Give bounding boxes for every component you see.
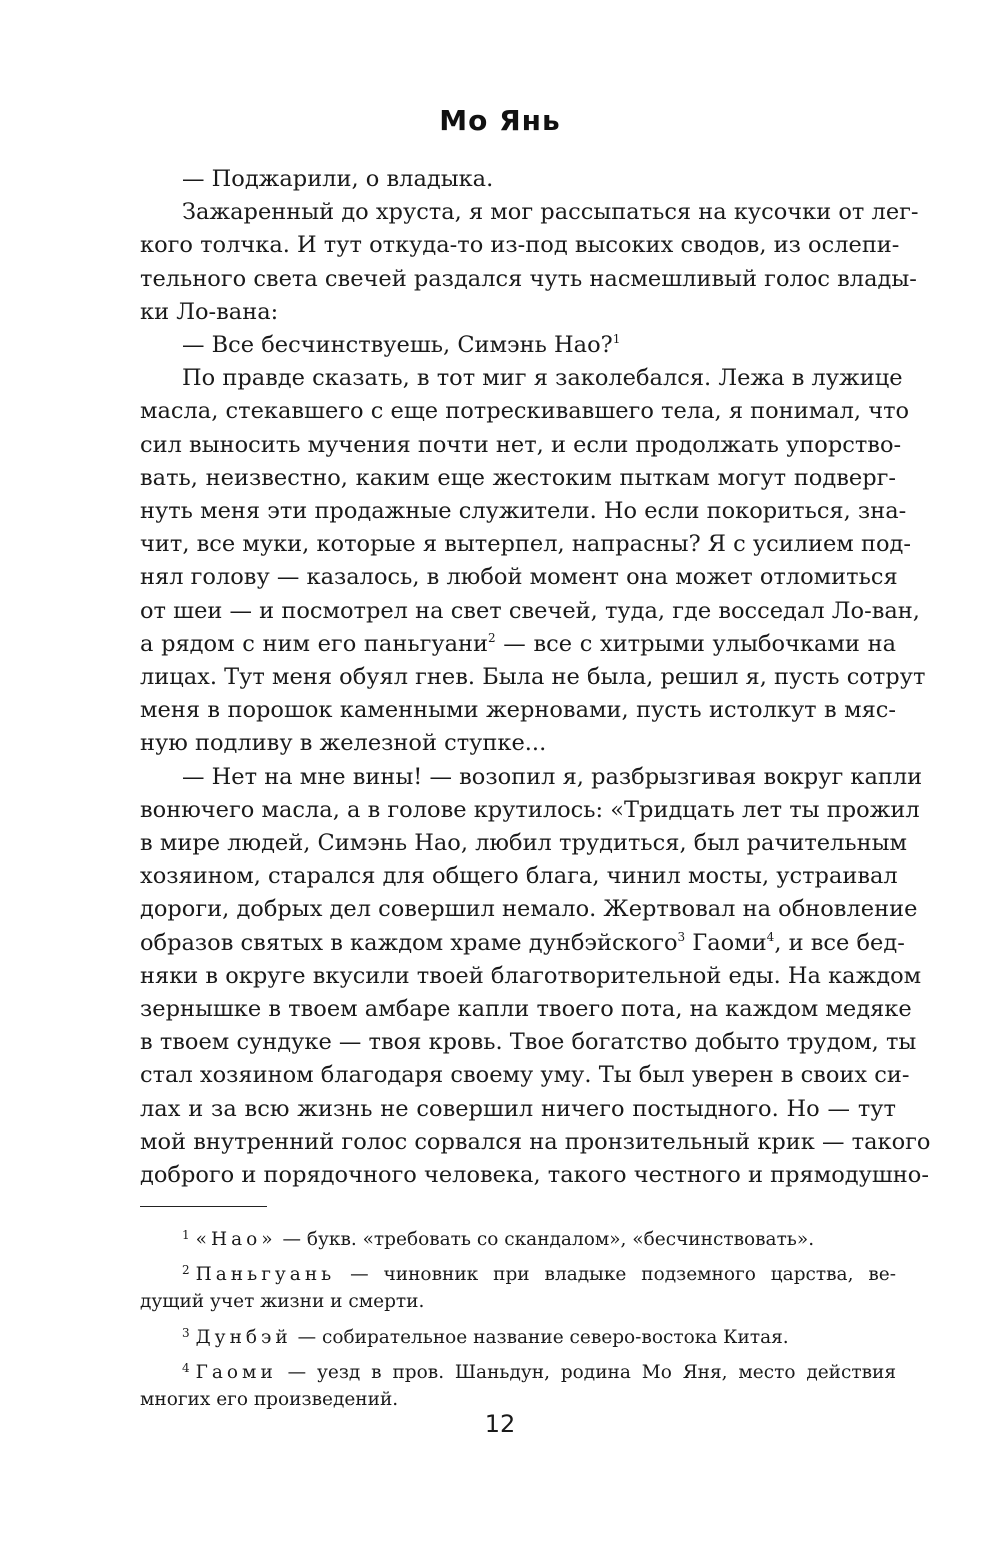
text-line: лицах. Тут меня обуял гнев. Была не была, решил я, пусть сотрут bbox=[140, 664, 926, 691]
footnote-term: «Нао» bbox=[195, 1229, 277, 1250]
text-line: а рядом с ним его паньгуани$^2$ — все с хитрыми улыбочками на bbox=[140, 630, 896, 657]
footnote-ref: 4 bbox=[766, 929, 775, 944]
text-line: доброго и порядочного человека, такого честного и прямодушно- bbox=[140, 1162, 929, 1189]
footnote-term: Гаоми bbox=[195, 1361, 277, 1383]
page-number: 12 bbox=[484, 1410, 516, 1438]
text-line: Зажаренный до хруста, я мог рассыпаться на кусочки от лег- bbox=[182, 199, 919, 226]
footnote-number: 3 bbox=[182, 1325, 190, 1340]
footnote-text: — букв. «требовать со скандалом», «бесчинствовать». bbox=[276, 1229, 815, 1250]
footnote-term: Дунбэй bbox=[195, 1326, 292, 1348]
footnote-number: 2 bbox=[182, 1263, 190, 1278]
text-line: няки в округе вкусили твоей благотворительной еды. На каждом bbox=[140, 962, 922, 989]
text-line: от шеи — и посмотрел на свет свечей, туда, где восседал Ло-ван, bbox=[140, 597, 920, 624]
text-line: в твоем сундуке — твоя кровь. Твое богатство добыто трудом, ты bbox=[140, 1029, 917, 1056]
text-line: лах и за всю жизнь не совершил ничего постыдного. Но — тут bbox=[140, 1095, 896, 1122]
text-line: — Нет на мне вины! — возопил я, разбрызгивая вокруг капли bbox=[182, 763, 923, 790]
text-line: меня в порошок каменными жерновами, пусть истолкут в мяс- bbox=[140, 697, 896, 724]
text-line: вать, неизвестно, каким еще жестоким пыткам могут подверг- bbox=[140, 464, 896, 491]
footnote-4 bbox=[140, 1355, 896, 1386]
footnote-text: — уезд в пров. Шаньдун, родина Мо Яня, место действия bbox=[276, 1361, 896, 1383]
text-line: нуть меня эти продажные служители. Но если покориться, зна- bbox=[140, 498, 907, 525]
text-line: чит, все муки, которые я вытерпел, напрасны? Я с усилием под- bbox=[140, 531, 911, 558]
footnote-2 bbox=[140, 1257, 896, 1288]
text-line: вонючего масла, а в голове крутилось: «Тридцать лет ты прожил bbox=[140, 796, 920, 823]
footnote-number: 1 bbox=[182, 1228, 190, 1242]
text-line: хозяином, старался для общего блага, чинил мосты, устраивал bbox=[140, 863, 898, 890]
text-line: — Все бесчинствуешь, Симэнь Нао?$^1$ bbox=[182, 332, 621, 359]
footnote-ref: 2 bbox=[488, 630, 496, 645]
footnotes bbox=[140, 1222, 896, 1413]
main-text bbox=[140, 163, 931, 1192]
footnote-text: — чиновник при владыке подземного царства, ве- bbox=[335, 1264, 896, 1286]
text-line: стал хозяином благодаря своему уму. Ты был уверен в своих си- bbox=[140, 1062, 910, 1089]
text-line: — Поджарили, о владыка. bbox=[182, 166, 494, 192]
text-line: дороги, добрых дел совершил немало. Жертвовал на обновление bbox=[140, 896, 918, 923]
text-line: зернышке в твоем амбаре капли твоего пота, на каждом медяке bbox=[140, 996, 912, 1023]
text-line: тельного света свечей раздался чуть насмешливый голос влады- bbox=[140, 265, 917, 292]
footnote-text: — собирательное название северо-востока Китая. bbox=[291, 1326, 789, 1348]
text-line: масла, стекавшего с еще потрескивавшего тела, я понимал, что bbox=[140, 398, 910, 425]
text-line: По правде сказать, в тот миг я заколебался. Лежа в лужице bbox=[182, 365, 903, 392]
footnote-number: 4 bbox=[182, 1360, 190, 1375]
footnote-ref: 1 bbox=[612, 332, 621, 347]
footnote-divider bbox=[140, 1206, 267, 1207]
footnote-ref: 3 bbox=[677, 929, 686, 944]
text-line: нял голову — казалось, в любой момент она может отломиться bbox=[140, 564, 898, 591]
footnote-term: Паньгуань bbox=[195, 1264, 336, 1286]
text-line: сил выносить мучения почти нет, и если продолжать упорство- bbox=[140, 431, 902, 458]
text-line: образов святых в каждом храме дунбэйского$^3$ Гаоми$^4$, и все бед- bbox=[140, 929, 905, 956]
footnote-4-cont: многих его произведений. bbox=[140, 1389, 399, 1411]
text-line: ки Ло-вана: bbox=[140, 298, 279, 325]
footnote-3 bbox=[140, 1320, 896, 1351]
text-line: кого толчка. И тут откуда-то из-под высоких сводов, из ослепи- bbox=[140, 232, 900, 259]
footnote-2-cont: дущий учет жизни и смерти. bbox=[140, 1291, 425, 1313]
text-line: в мире людей, Симэнь Нао, любил трудиться, был рачительным bbox=[140, 830, 908, 857]
footnote-1 bbox=[140, 1222, 896, 1253]
running-title: Мо Янь bbox=[439, 104, 561, 137]
text-line: мой внутренний голос сорвался на пронзительный крик — такого bbox=[140, 1128, 931, 1155]
text-line: ную подливу в железной ступке... bbox=[140, 730, 547, 757]
